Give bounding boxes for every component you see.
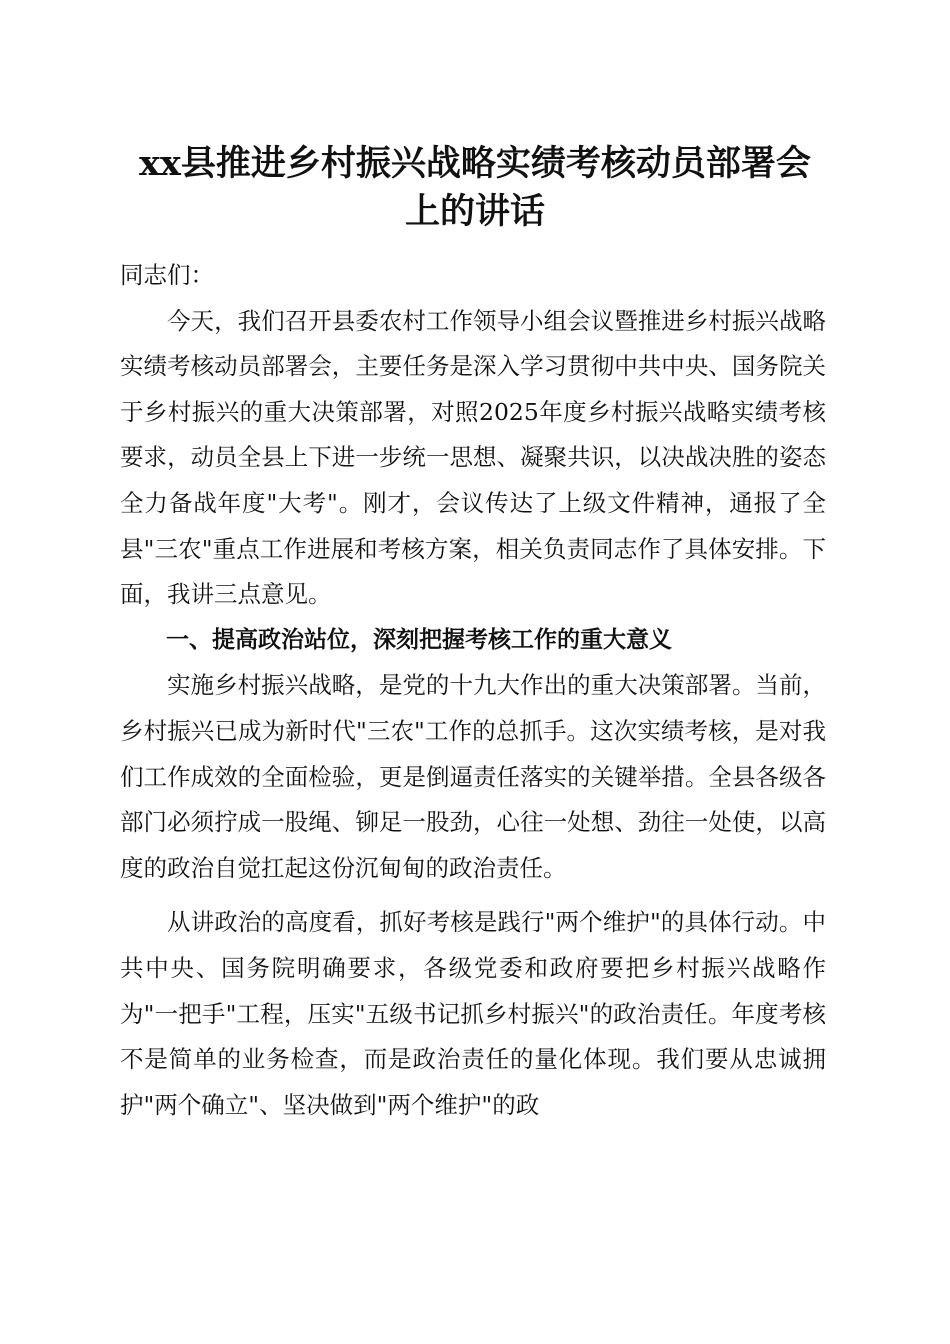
salutation: 同志们： [120, 261, 214, 289]
document-title [100, 140, 850, 236]
title-line-2: 上的讲话 [404, 191, 545, 232]
document-body [120, 253, 826, 1128]
section1-paragraph-2: 从讲政治的高度看，抓好考核是践行"两个维护"的具体行动。中共中央、国务院明确要求，各级党委和政府要把乡村振兴战略作为"一把手"工程，压实"五级书记抓乡村振兴"的政治责任。年度考核不是简单的业务检查，而是政治责任的量化体现。我们要从忠诚拥护"两个确立"、坚决做到"两个维护"的政 [120, 908, 826, 1119]
section-heading-1: 一、提高政治站位，深刻把握考核工作的重大意义 [166, 626, 672, 653]
title-line-1: xx县推进乡村振兴战略实绩考核动员部署会 [139, 143, 811, 184]
intro-paragraph: 今天，我们召开县委农村工作领导小组会议暨推进乡村振兴战略实绩考核动员部署会，主要任务是深入学习贯彻中共中央、国务院关于乡村振兴的重大决策部署，对照2025年度乡村振兴战略实绩考核要求，动员全县上下进一步统一思想、凝聚共识，以决战决胜的姿态全力备战年度"大考"。刚才，会议传达了上级文件精神，通报了全县"三农"重点工作进展和考核方案，相关负责同志作了具体安排。下面，我讲三点意见。 [120, 306, 826, 609]
section1-paragraph-1: 实施乡村振兴战略，是党的十九大作出的重大决策部署。当前，乡村振兴已成为新时代"三农"工作的总抓手。这次实绩考核，是对我们工作成效的全面检验，更是倒逼责任落实的关键举措。全县各级各部门必须拧成一股绳、铆足一股劲，心往一处想、劲往一处使，以高度的政治自觉扛起这份沉甸甸的政治责任。 [120, 671, 826, 882]
